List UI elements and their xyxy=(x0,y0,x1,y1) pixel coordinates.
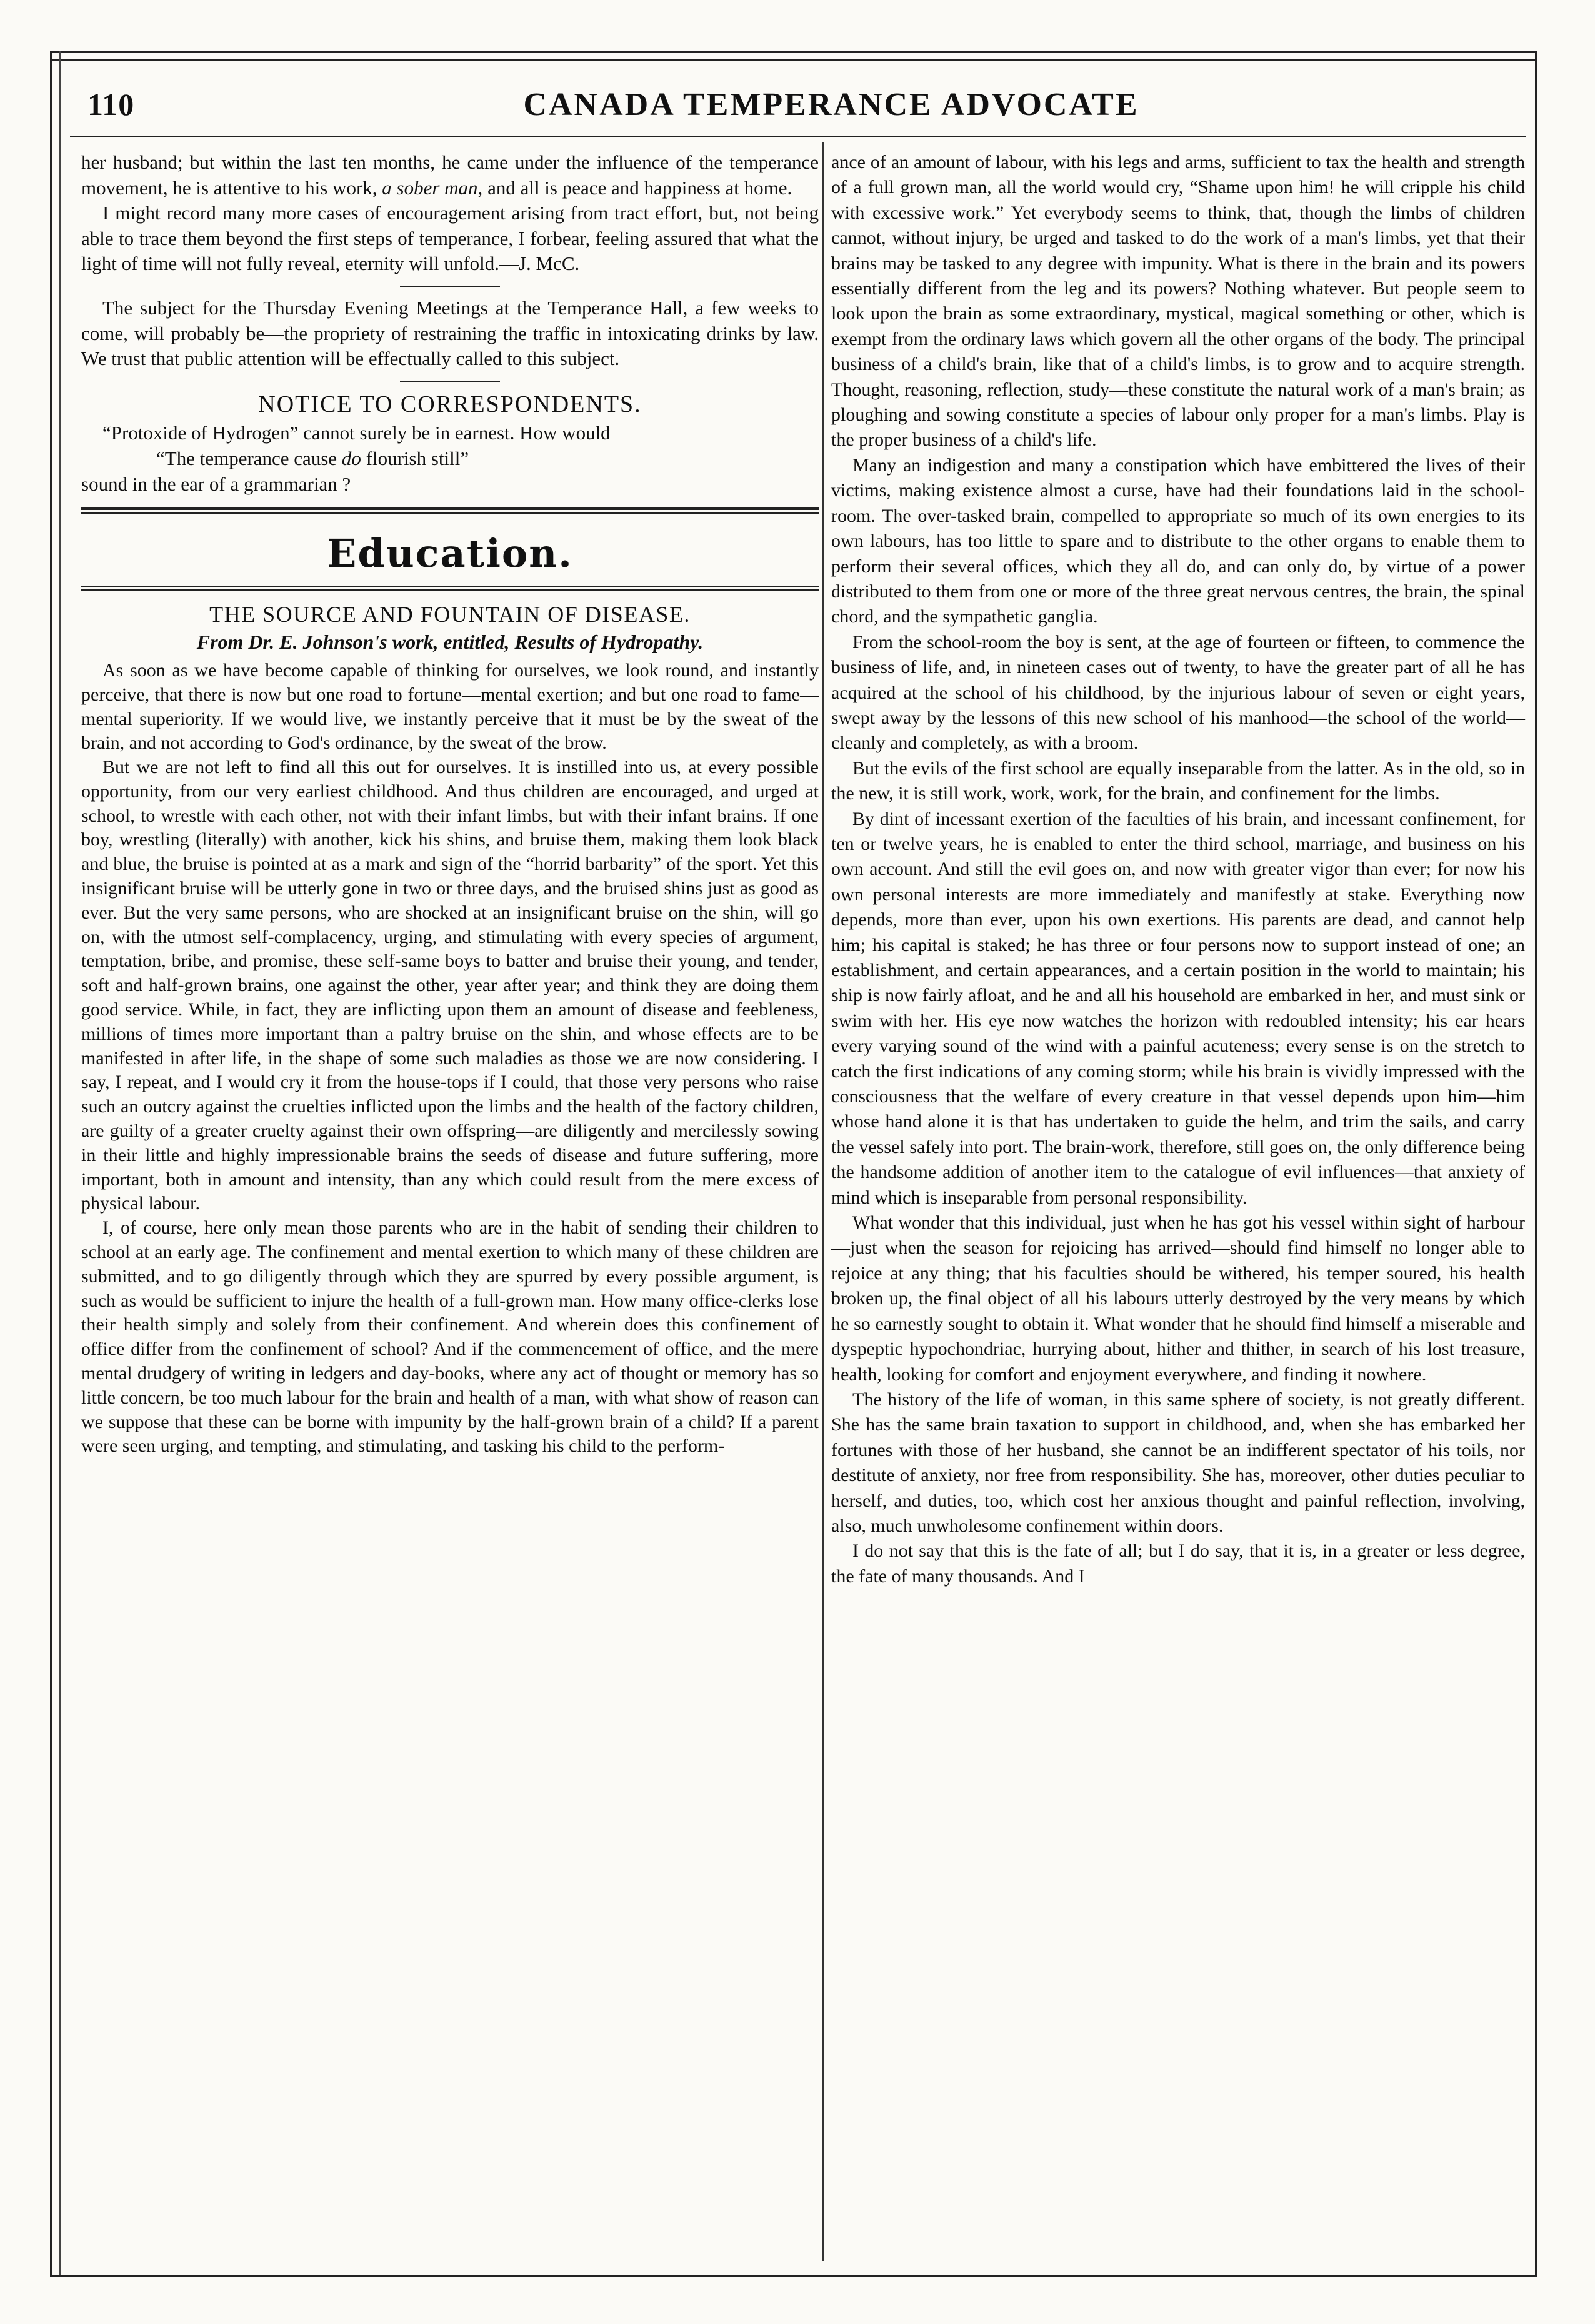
header-rule xyxy=(70,136,1526,137)
department-rule xyxy=(81,589,819,591)
left-border-rule xyxy=(50,51,52,2276)
article-paragraph: But the evils of the first school are equally inseparable from the latter. As in the old, so in the new, it is still work, work, work, for the brain, and confinement for the limbs. xyxy=(831,757,1525,804)
page-number: 110 xyxy=(88,87,135,122)
left-inner-border-rule xyxy=(59,51,61,2276)
short-divider xyxy=(400,381,500,382)
article-paragraph: By dint of incessant exertion of the faculties of his brain, and incessant confinement, for ten or twelve years, he is enabled to enter the third school, marriage, and business on his own account. And still the evil goes on, and now with greater vigor than ever; for now his own personal interests are more immediately and manifestly at stake. Everything now depends, more than ever, upon his own exertions. His parents are dead, and cannot help him; his capital is staked; he has three or four persons now to support instead of one; an establishment, and certain appearances, and a certain position in the world to maintain; his ship is now fairly afloat, and he and all his household are embarked in her, and must sink or swim with her. His eye now watches the horizon with redoubled intensity; his ear hears every varying sound of the wind with a painful acuteness; every sense is on the stretch to catch the first indications of any coming storm; while his brain is vividly impressed with the consciousness that the welfare of every creature in that vessel depends upon him—him whose hand alone it is that has undertaken to guide the helm, and trim the sails, and carry the vessel safely into port. The brain-work, therefore, still goes on, the only difference being the handsome addition of another item to the catalogue of evil influences—that anxiety of mind which is inseparable from personal responsibility. xyxy=(831,808,1525,1208)
article-paragraph: Many an indigestion and many a constipation which have embittered the lives of their victims, making existence almost a curse, have had their foundations laid in the school-room. The over-tasked brain, compelled to appropriate so much of its own energies to its own labours, has too little to spare and to distribute to the other organs to enable them to perform their several offices, which they all do, and can only do, by virtue of a power distributed to them from one or more of the three great nervous centres, the brain, the spinal chord, and the sympathetic ganglia. xyxy=(831,454,1525,627)
article-paragraph: I do not say that this is the fate of all; but I do say, that it is, in a greater or less degree, the fate of many thousands. And I xyxy=(831,1540,1525,1587)
thursday-meetings-paragraph: The subject for the Thursday Evening Meetings at the Temperance Hall, a few weeks to come, will probably be—the propriety of restraining the traffic in intoxicating drinks by law. We trust that public attention will be effectually called to this subject. xyxy=(81,296,819,370)
left-column xyxy=(81,150,819,1459)
notice-line: sound in the ear of a grammarian ? xyxy=(81,472,351,495)
column-divider xyxy=(822,142,824,2261)
article-paragraph: ance of an amount of labour, with his legs and arms, sufficient to tax the health and strength of a full grown man, all the world would cry, “Shame upon him! he will cripple his child with excessive work.” Yet everybody seems to think, that, though the limbs of children cannot, without injury, be urged and tasked to do the work of a man's limbs, yet that their brains may be tasked to any degree with impunity. What is there in the brain and its powers essentially different from the leg and its powers? Nothing whatever. But people seem to look upon the brain as some extraordinary, mystical, magical something or other, which is exempt from the ordinary laws which govern all the other organs of the body. The principal business of a child's brain, like that of a child's limbs, is to grow and to acquire strength. Thought, reasoning, reflection, study—these constitute the natural work of a man's brain; as ploughing and sowing constitute a species of labour only proper for a man's limbs. Play is the proper business of a child's life. xyxy=(831,152,1525,451)
right-border-rule xyxy=(1535,51,1538,2276)
article-paragraph: The history of the life of woman, in this same sphere of society, is not greatly different. She has the same brain taxation to support in childhood, and, when she has embarked her fortunes with those of her husband, she cannot be an indifferent spectator of his toils, nor destitute of anxiety, nor free from responsibility. She has, moreover, other duties peculiar to herself, and duties, too, which cost her anxious thought and painful reflection, involving, also, much unwholesome confinement within doors. xyxy=(831,1389,1525,1536)
article-paragraph: What wonder that this individual, just when he has got his vessel within sight of harbour—just when the season for rejoicing has arrived—should find himself no longer able to rejoice at any thing; that his faculties should be withered, his temper soured, his health broken up, the final object of all his labours utterly destroyed by the very means by which he so earnestly sought to obtain it. What wonder that he should find himself a miserable and dyspeptic hypochondriac, hurrying about, hither and thither, in search of his lost treasure, health, looking for comfort and enjoyment everywhere, and finding it nowhere. xyxy=(831,1212,1525,1385)
right-column xyxy=(831,150,1525,1589)
bottom-border-rule xyxy=(50,2275,1538,2277)
section-double-rule xyxy=(81,512,819,514)
section-double-rule xyxy=(81,507,819,510)
short-divider xyxy=(400,286,500,287)
record-paragraph: I might record many more cases of encouragement arising from tract effort, but, not being able to trace them beyond the first steps of temperance, I forbear, feeling assured that what the light of time will not fully reveal, eternity will unfold.—J. McC. xyxy=(81,202,819,275)
notice-quote: “The temperance cause do flourish still” xyxy=(156,447,469,469)
article-paragraph: I, of course, here only mean those parents who are in the habit of sending their children to school at an early age. The confinement and mental exertion to which many of these children are submitted, and to go diligently through which they are spurred by every possible argument, is such as would be sufficient to injure the health of a full-grown man. How many office-clerks lose their health simply and solely from their confinement. And wherein does this confinement of office differ from the confinement of school? And if the commencement of office, and the mere mental drudgery of writing in ledgers and day-books, where any act of thought or memory has so little concern, be too much labour for the brain and health of a man, with what show of reason can we suppose that these can be borne with impunity by the half-grown brain of a child? If a parent were seen urging, and tempting, and stimulating, and tasking his child to the perform- xyxy=(81,1217,819,1457)
opening-paragraph: her husband; but within the last ten months, he came under the influence of the temperance movement, he is attentive to his work, a sober man, and all is peace and happiness at home. xyxy=(81,151,819,199)
notice-heading: NOTICE TO CORRESPONDENTS. xyxy=(258,391,642,417)
article-source: From Dr. E. Johnson's work, entitled, Results of Hydropathy. xyxy=(196,631,704,654)
top-border-rule xyxy=(50,51,1538,61)
article-title: THE SOURCE AND FOUNTAIN OF DISEASE. xyxy=(209,601,691,627)
running-title: CANADA TEMPERANCE ADVOCATE xyxy=(523,87,1139,122)
article-paragraph: But we are not left to find all this out for ourselves. It is instilled into us, at every possible opportunity, from our very earliest childhood. And thus children are encouraged, and urged at school, to wrestle with each other, not with their infant limbs, but with their infant brains. If one boy, wrestling (literally) with another, kick his shins, and bruise them, making them look black and blue, the bruise is pointed at as a mark and sign of the “horrid barbarity” of the sport. Yet this insignificant bruise will be utterly gone in two or three days, and the bruised shins just as good as ever. But the very same persons, who are shocked at an insignificant bruise on the shin, will go on, with the utmost self-complacency, urging, and stimulating with every species of argument, temptation, bribe, and promise, these self-same boys to batter and bruise their young, and tender, soft and half-grown brains, one against the other, year after year; and think they are doing them good service. While, in fact, they are inflicting upon them an amount of disease and feebleness, millions of times more important than a paltry bruise on the shin, and whose effects are to be manifested in after life, in the shape of some such maladies as those we are now considering. I say, I repeat, and I would cry it from the house-tops if I could, that those very persons who raise such an outcry against the cruelties inflicted upon the limbs and the health of the factory children, are guilty of a greater cruelty against their own offspring—are diligently and mercilessly sowing in their little and highly impressionable brains the seeds of disease and future suffering, more important, both in amount and intensity, than any which could result from the mere excess of physical labour. xyxy=(81,757,819,1214)
department-rule xyxy=(81,586,819,587)
article-paragraph: As soon as we have become capable of thinking for ourselves, we look round, and instantly perceive, that there is now but one road to fortune—mental exertion; and but one road to fame—mental superiority. If we would live, we instantly perceive that it must be by the sweat of the brain, and not according to God's ordinance, by the sweat of the brow. xyxy=(81,659,819,754)
notice-line: “Protoxide of Hydrogen” cannot surely be in earnest. How would xyxy=(102,422,611,444)
article-body xyxy=(81,659,819,1459)
department-title: Education. xyxy=(327,531,573,577)
article-paragraph: From the school-room the boy is sent, at the age of fourteen or fifteen, to commence the business of life, and, in nineteen cases out of twenty, to have the greater part of all he has acquired at the school of his childhood, by the injurious labour of seven or eight years, swept away by the lessons of this new school of his manhood—the school of the world—cleanly and completely, as with a broom. xyxy=(831,631,1525,754)
